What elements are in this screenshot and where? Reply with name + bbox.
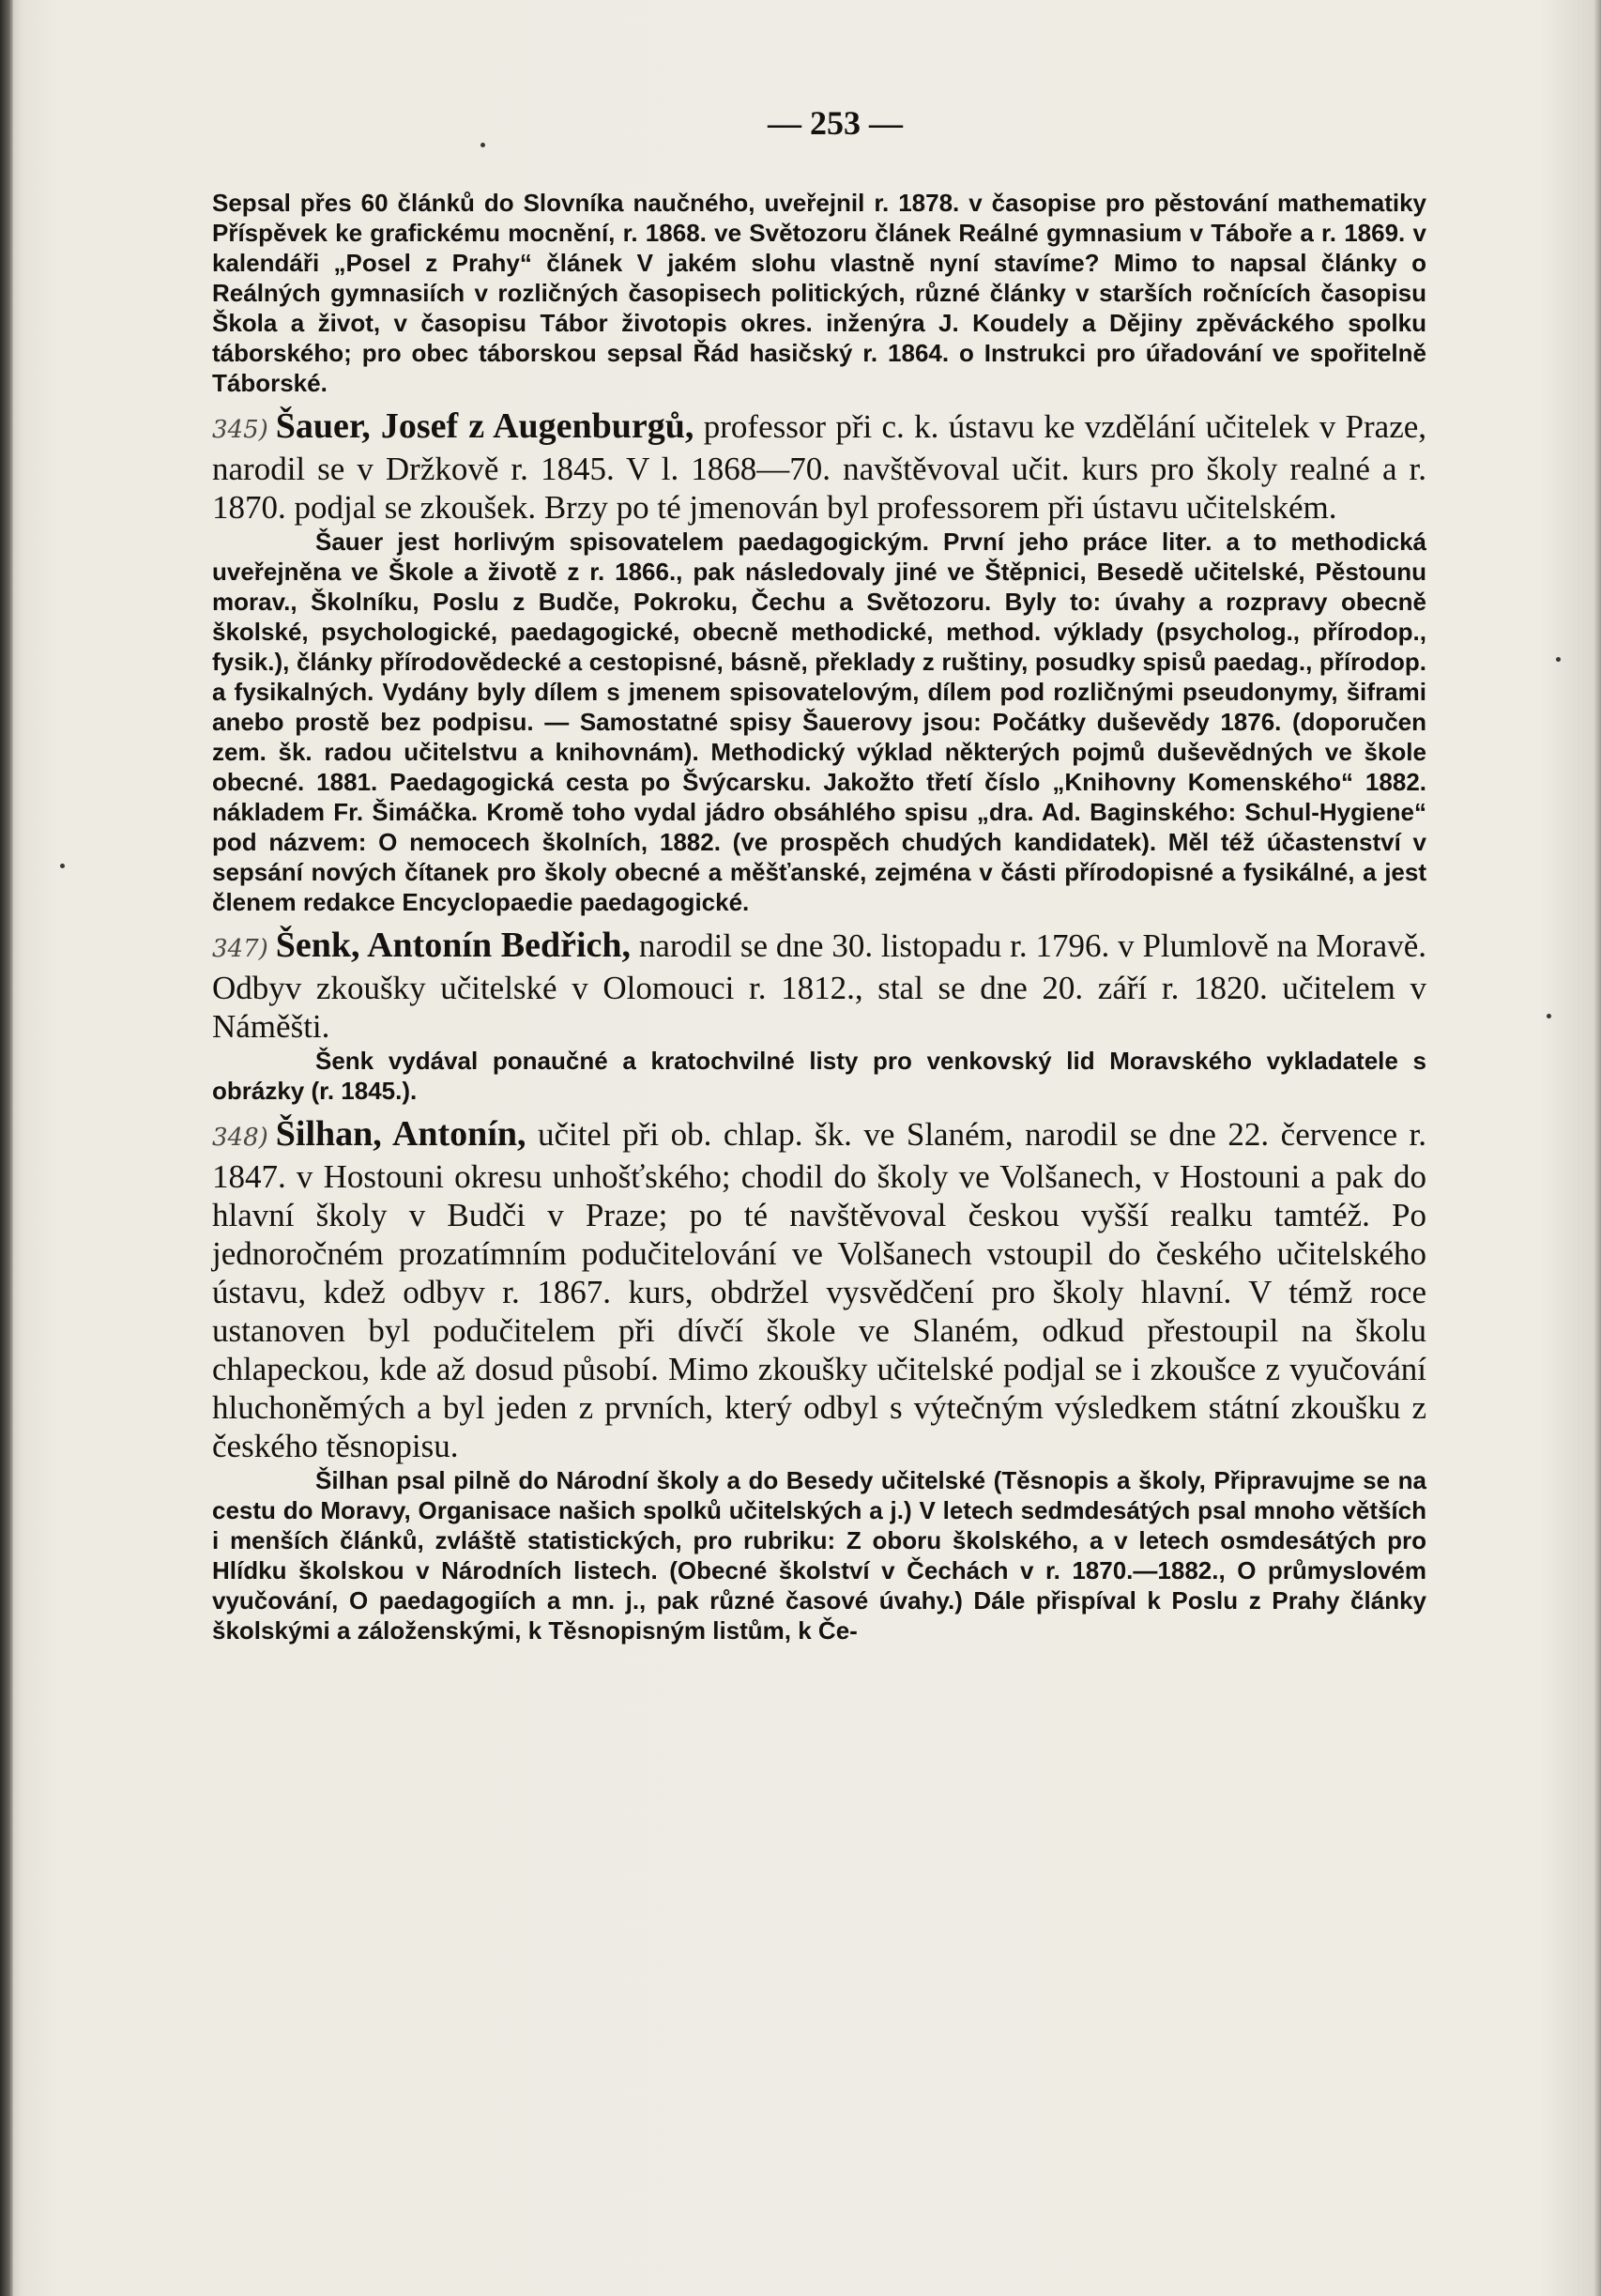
entry-senk — [212, 926, 1426, 1046]
entry-heading: Šenk, Antonín Bedřich, — [275, 926, 632, 965]
entry-number: 348) — [212, 1124, 268, 1152]
entry-number: 347) — [212, 935, 268, 963]
paragraph-sauer-works: Šauer jest horlivým spisovatelem paedagogickým. První jeho práce liter. a to methodická uveřejněna ve Škole a životě z r. 1866., pak následovaly jiné ve Štěpnici, Besedě učitelské, Pěstounu morav., Školníku, Poslu z Budče, Pokroku, Čechu a Světozoru. Byly to: úvahy a rozpravy obecně školské, psychologické, paedagogické, obecně methodické, method. výklady (psycholog., přírodop., fysik.), články přírodovědecké a cestopisné, básně, překlady z ruštiny, posudky spisů paedag., přírodop. a fysikalných. Vydány byly dílem s jmenem spisovatelovým, dílem pod rozličnými pseudonymy, šiframi anebo prostě bez podpisu. — Samostatné spisy Šauerovy jsou: Počátky duševědy 1876. (doporučen zem. šk. radou učitelstvu a knihovnám). Methodický výklad některých pojmů duševědných ve škole obecné. 1881. Paedagogická cesta po Švýcarsku. Jakožto třetí číslo „Knihovny Komenského“ 1882. nákladem Fr. Šimáčka. Kromě toho vydal jádro obsáhlého spisu „dra. Ad. Baginského: Schul-Hygiene“ pod názvem: O nemocech školních, 1882. (ve prospěch chudých kandidatek). Měl též účastenství v sepsání nových čítanek pro školy obecné a měšťanské, zejména v části přírodopisné a fysikálné, a jest členem redakce Encyclopaedie paedagogické. — [212, 528, 1426, 916]
page-number: — 253 — — [768, 104, 903, 142]
book-spine-shadow — [0, 0, 13, 2296]
entry-heading: Šauer, Josef z Augenburgů, — [275, 406, 694, 446]
paragraph-senk-works: Šenk vydával ponaučné a kratochvilné listy pro venkovský lid Moravského vykladatele s obrázky (r. 1845.). — [212, 1047, 1426, 1105]
speck — [60, 864, 65, 868]
paragraph-sepsal: Sepsal přes 60 článků do Slovníka naučného, uveřejnil r. 1878. v časopise pro pěstování mathematiky Příspěvek ke grafickému mocnění, r. 1868. ve Světozoru článek Reálné gymnasium v Táboře a r. 1869. v kalendáři „Posel z Prahy“ článek V jakém slohu vlastně nyní stavíme? Mimo to napsal články o Reálných gymnasiích v rozličných časopisech politických, různé články v starších ročnících časopisu Škola a život, v časopisu Tábor životopis okres. inženýra J. Koudely a Dějiny zpěváckého spolku táborského; pro obec táborskou sepsal Řád hasičský r. 1864. o Instrukci pro úřadování ve spořitelně Táborské. — [212, 189, 1426, 397]
paragraph-silhan-works: Šilhan psal pilně do Národní školy a do Besedy učitelské (Těsnopis a školy, Připravujme se na cestu do Moravy, Organisace našich spolků učitelských a j.) V letech sedmdesátých psal mnoho větších i menších článků, zvláště statistických, pro rubriku: Z oboru školského, a v letech osmdesátých pro Hlídku školskou v Národních listech. (Obecné školství v Čechách v r. 1870.—1882., O průmyslovém vyučování, O paedagogiích a mn. j., pak různé časové úvahy.) Dále přispíval k Poslu z Prahy články školskými a záloženskými, k Těsnopisným listům, k Če- — [212, 1466, 1426, 1645]
entry-body: narodil se dne 30. listopadu r. 1796. v Plumlově na Moravě. Odbyv zkoušky učitelské v Olomouci r. 1812., stal se dne 20. září r. 1820. učitelem v Náměšti. — [212, 927, 1426, 1045]
entry-body: učitel při ob. chlap. šk. ve Slaném, narodil se dne 22. července r. 1847. v Hostouni okresu unhošťského; chodil do školy ve Volšanech, v Hostouni a pak do hlavní školy v Budči v Praze; po té navštěvoval českou vyšší realku tamtéž. Po jednoročném prozatímním podučitelování ve Volšanech vstoupil do českého učitelského ústavu, kdež odbyv r. 1867. kurs, obdržel vysvědčení pro školy hlavní. V témž roce ustanoven byl podučitelem při dívčí škole ve Slaném, odkud přestoupil na školu chlapeckou, kde až dosud působí. Mimo zkoušky učitelské podjal se i zkoušce z vyučování hluchoněmých a byl jeden z prvních, který odbyl s výtečným výsledkem státní zkoušku z českého těsnopisu. — [212, 1116, 1426, 1464]
page-edge — [1593, 0, 1601, 2296]
entry-sauer — [212, 407, 1426, 527]
speck — [1556, 657, 1561, 662]
entry-silhan — [212, 1115, 1426, 1465]
speck — [480, 143, 485, 147]
entry-number: 345) — [212, 416, 268, 444]
entry-heading: Šilhan, Antonín, — [275, 1114, 526, 1154]
text-column — [212, 188, 1426, 1645]
entry-body: professor při c. k. ústavu ke vzdělání učitelek v Praze, narodil se v Držkově r. 1845. V l. 1868—70. navštěvoval učit. kurs pro školy realné a r. 1870. podjal se zkoušek. Brzy po té jmenován byl professorem při ústavu učitelském. — [212, 408, 1427, 526]
speck — [1547, 1014, 1551, 1018]
